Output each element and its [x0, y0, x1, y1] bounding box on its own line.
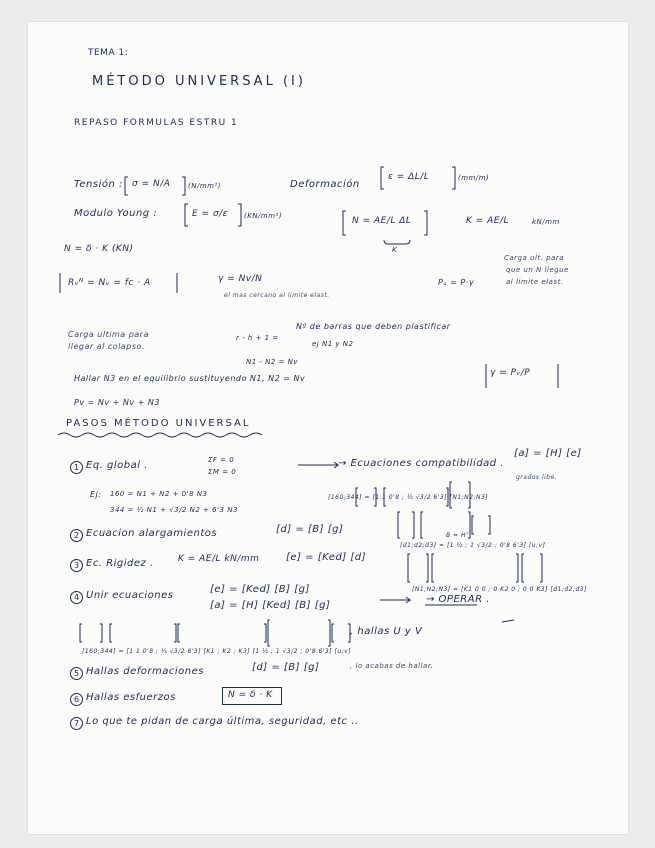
step4-arrow-text: → OPERAR .: [426, 594, 490, 605]
pu-formula: Pᵤ = P·γ: [438, 278, 474, 287]
n-k-label: K: [392, 246, 398, 254]
step-number-1: 1: [70, 461, 83, 474]
young-label: Modulo Young :: [74, 208, 158, 219]
step4-eq1: [e] = [Ked] [B] [g]: [210, 584, 310, 595]
step2-formula: [d] = [B] [g]: [276, 524, 344, 535]
step4-label: Unir ecuaciones: [86, 590, 174, 601]
step3-formula: [e] = [Ked] [d]: [286, 552, 367, 563]
ej-eq1: 160 = N1 + N2 + 0'8 N3: [110, 490, 208, 498]
step-number-2: 2: [70, 529, 83, 542]
n-dk-formula: N = δ · K (KN): [64, 244, 134, 254]
step1-eq-f: ΣF = 0: [208, 456, 235, 464]
step1-label: Eq. global .: [86, 460, 148, 471]
carga-ultima-2: llegar al colapso.: [68, 342, 145, 351]
carga-ult-note-1: Carga ult. para: [504, 254, 564, 262]
step4-eq2: [a] = [H] [Ked] [B] [g]: [210, 600, 331, 611]
k-formula: K = AE/L: [466, 216, 510, 226]
deformacion-formula: ε = ΔL/L: [388, 172, 430, 182]
gamma-nv: γ = Nv/N: [218, 274, 263, 284]
step-number-3: 3: [70, 559, 83, 572]
tension-formula: σ = N/A: [132, 179, 171, 189]
step-number-5: 5: [70, 667, 83, 680]
wavy-underline: [58, 433, 262, 437]
r-note-1: Nº de barras que deben plastificar: [296, 322, 451, 331]
step6-formula: N = δ · K: [228, 690, 273, 700]
tema-label: TEMA 1:: [88, 48, 129, 58]
repaso-heading: REPASO FORMULAS ESTRU 1: [74, 118, 239, 128]
pv-sum: Pv = Nv + Nv + N3: [74, 398, 160, 407]
carga-ult-note-2: que un N llegue: [506, 266, 569, 274]
r-note-2: ej N1 y N2: [312, 340, 354, 348]
r-formula: r - h + 1 =: [236, 334, 279, 342]
step4-matrix: [160;344] = [1 1 0'8 ; ½ √3/2 6'3] [K1 ; K2 ; K3] [1 ½ ; 1 √3/2 ; 0'8 6'3] [u;v]: [82, 648, 352, 655]
page-title: MÉTODO UNIVERSAL (I): [92, 74, 306, 89]
step2-note: B = Hᵀ: [446, 532, 469, 539]
young-units: (KN/mm²): [244, 212, 283, 220]
step1-matrix: [a] = [H] [e]: [514, 448, 582, 459]
tension-units: (N/mm²): [188, 182, 222, 190]
step5-label: Hallas deformaciones: [86, 666, 204, 677]
ej-eq2: 344 = ½ N1 + √3/2 N2 + 6'3 N3: [110, 506, 238, 514]
pasos-heading: PASOS MÉTODO UNIVERSAL: [66, 418, 251, 429]
grados-note: grados libe.: [516, 474, 558, 481]
step5-note: , lo acabas de hallar.: [350, 662, 434, 670]
n1-n2-eq: N1 - N2 = Nv: [246, 358, 299, 366]
step1-arrow-text: → Ecuaciones compatibilidad .: [338, 458, 505, 469]
step3-matrix: [N1;N2;N3] = [K1 0 0 ; 0 K2 0 ; 0 0 K3] [d1;d2;d3]: [412, 586, 587, 593]
gamma-boxed: γ = Pᵥ/P: [490, 368, 531, 378]
step-number-7: 7: [70, 717, 83, 730]
step-number-4: 4: [70, 591, 83, 604]
step2-label: Ecuacion alargamientos: [86, 528, 218, 539]
step-number-6: 6: [70, 693, 83, 706]
gamma-note: el mas cercano al limite elast.: [224, 292, 330, 299]
ej-matrix: [160;344] = [1 1 0'8 ; ½ √3/2 6'3] [N1;N2;N3]: [328, 494, 489, 501]
step3-k: K = AE/L kN/mm: [178, 554, 260, 564]
step3-label: Ec. Rigidez .: [86, 558, 154, 569]
k-units: kN/mm: [532, 218, 560, 226]
young-formula: E = σ/ε: [192, 209, 229, 219]
carga-ultima-1: Carga ultima para: [68, 330, 149, 339]
deformacion-label: Deformación: [290, 179, 360, 190]
notebook-page: [28, 22, 628, 834]
step2-matrix: [d1;d2;d3] = [1 ½ ; 1 √3/2 ; 0'8 6'3] [u;v]: [400, 542, 546, 549]
n-formula: N = AE/L ΔL: [352, 216, 412, 226]
rv-formula: Rᵥᴺ = Nᵥ = fc · A: [68, 278, 151, 288]
ej-label: Ej:: [90, 490, 102, 499]
step4-result: , hallas U y V: [350, 626, 423, 637]
carga-ult-note-3: al limite elast.: [506, 278, 564, 286]
step7-label: Lo que te pidan de carga última, seguridad, etc ..: [86, 716, 359, 727]
hallar-text: Hallar N3 en el equilibrio sustituyendo N1, N2 = Nv: [74, 374, 306, 383]
step1-eq-m: ΣM = 0: [208, 468, 237, 476]
step6-label: Hallas esfuerzos: [86, 692, 176, 703]
deformacion-units: (mm/m): [458, 174, 490, 182]
step5-formula: [d] = [B] [g]: [252, 662, 320, 673]
tension-label: Tensión :: [74, 179, 123, 190]
